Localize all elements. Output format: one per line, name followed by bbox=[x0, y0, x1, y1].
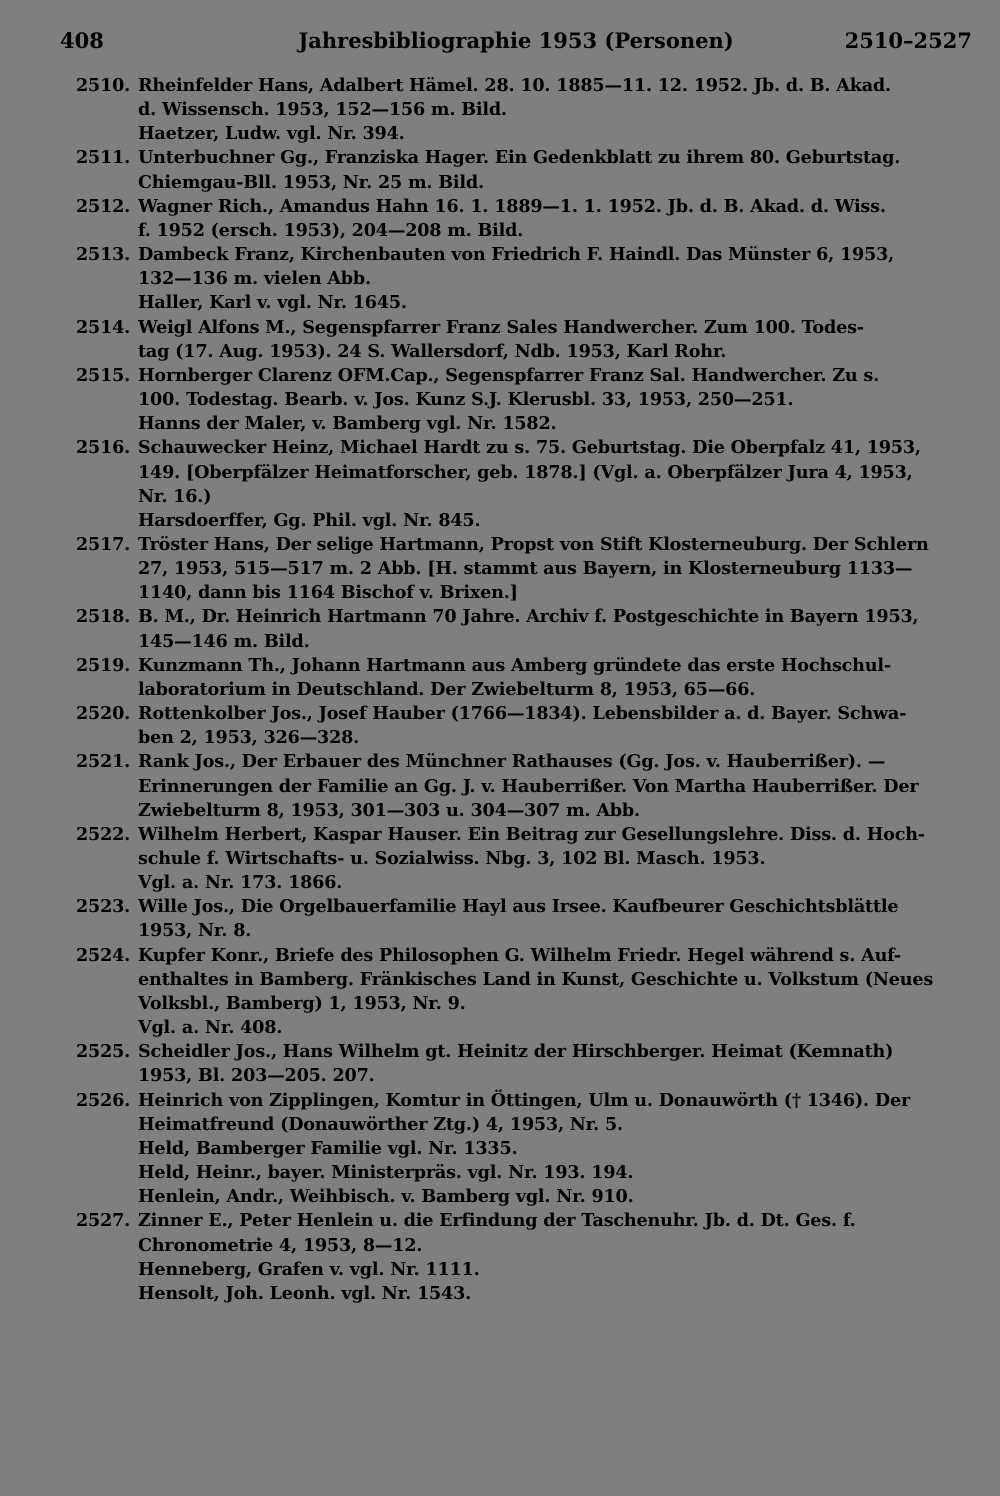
entry-line: Nr. 16.) bbox=[138, 485, 212, 507]
entry-line: Henlein, Andr., Weihbisch. v. Bamberg vgl. Nr. 910. bbox=[138, 1186, 634, 1208]
entry-line: Heimatfreund (Donauwörther Ztg.) 4, 1953, Nr. 5. bbox=[138, 1113, 623, 1135]
entry-line: Tröster Hans, Der selige Hartmann, Propst von Stift Klosterneuburg. Der Schlern bbox=[138, 533, 929, 555]
entry-line: 1140, dann bis 1164 Bischof v. Brixen.] bbox=[138, 582, 518, 604]
entry-line: Erinnerungen der Familie an Gg. J. v. Hauberrißer. Von Martha Hauberrißer. Der bbox=[138, 775, 919, 797]
bibliography-entry bbox=[60, 243, 970, 315]
entry-number: 2519. bbox=[76, 654, 131, 676]
bibliography-entry bbox=[60, 364, 970, 436]
entry-line: ben 2, 1953, 326—328. bbox=[138, 727, 360, 749]
entry-line: Schauwecker Heinz, Michael Hardt zu s. 75. Geburtstag. Die Oberpfalz 41, 1953, bbox=[138, 437, 921, 459]
entry-number: 2527. bbox=[76, 1210, 131, 1232]
entry-number: 2522. bbox=[76, 823, 131, 845]
entry-line: Vgl. a. Nr. 173. 1866. bbox=[138, 872, 343, 894]
entry-line: Wilhelm Herbert, Kaspar Hauser. Ein Beitrag zur Gesellungslehre. Diss. d. Hoch- bbox=[138, 823, 925, 845]
entry-line: schule f. Wirtschafts- u. Sozialwiss. Nbg. 3, 102 Bl. Masch. 1953. bbox=[138, 848, 766, 869]
entry-number: 2515. bbox=[76, 364, 131, 386]
bibliography-entry bbox=[60, 533, 970, 605]
entry-line: Scheidler Jos., Hans Wilhelm gt. Heinitz der Hirschberger. Heimat (Kemnath) bbox=[138, 1041, 894, 1063]
entry-line: Wagner Rich., Amandus Hahn 16. 1. 1889—1. 1. 1952. Jb. d. B. Akad. d. Wiss. bbox=[138, 195, 886, 217]
entry-line: Rank Jos., Der Erbauer des Münchner Rathauses (Gg. Jos. v. Hauberrißer). — bbox=[138, 751, 886, 773]
entry-number: 2526. bbox=[76, 1089, 131, 1111]
entry-line: B. M., Dr. Heinrich Hartmann 70 Jahre. Archiv f. Postgeschichte in Bayern 1953, bbox=[138, 606, 919, 628]
entry-number: 2511. bbox=[76, 147, 131, 169]
entry-line: enthaltes in Bamberg. Fränkisches Land in Kunst, Geschichte u. Volkstum (Neues bbox=[138, 968, 934, 990]
entry-line: Hanns der Maler, v. Bamberg vgl. Nr. 1582. bbox=[138, 413, 557, 435]
entry-line: 1953, Nr. 8. bbox=[138, 920, 252, 942]
entry-line: Wille Jos., Die Orgelbauerfamilie Hayl aus Irsee. Kaufbeurer Geschichtsblättle bbox=[138, 896, 899, 918]
bibliography-entry bbox=[60, 750, 970, 822]
entry-line: d. Wissensch. 1953, 152—156 m. Bild. bbox=[138, 99, 507, 121]
bibliography-entry bbox=[60, 1089, 970, 1210]
entry-number: 2514. bbox=[76, 316, 131, 338]
bibliography-entry bbox=[60, 1040, 970, 1088]
bibliography-entry bbox=[60, 74, 970, 146]
entry-line: Henneberg, Grafen v. vgl. Nr. 1111. bbox=[138, 1258, 480, 1280]
bibliography-list bbox=[60, 74, 970, 1306]
entry-line: Haetzer, Ludw. vgl. Nr. 394. bbox=[138, 123, 405, 145]
page-title: Jahresbibliographie 1953 (Personen) bbox=[298, 28, 734, 53]
bibliography-entry bbox=[60, 605, 970, 653]
bibliography-entry bbox=[60, 944, 970, 1041]
entry-number: 2517. bbox=[76, 533, 131, 555]
entry-line: Kupfer Konr., Briefe des Philosophen G. Wilhelm Friedr. Hegel während s. Auf- bbox=[138, 944, 902, 966]
bibliography-entry bbox=[60, 316, 970, 364]
page-number: 408 bbox=[60, 28, 104, 53]
entry-line: 132—136 m. vielen Abb. bbox=[138, 268, 371, 290]
entry-line: Rheinfelder Hans, Adalbert Hämel. 28. 10. 1885—11. 12. 1952. Jb. d. B. Akad. bbox=[138, 75, 891, 96]
entry-line: Rottenkolber Jos., Josef Hauber (1766—1834). Lebensbilder a. d. Bayer. Schwa- bbox=[138, 703, 907, 725]
entry-line: Held, Bamberger Familie vgl. Nr. 1335. bbox=[138, 1137, 518, 1159]
entry-line: 1953, Bl. 203—205. 207. bbox=[138, 1065, 375, 1087]
entry-number: 2521. bbox=[76, 751, 131, 773]
entry-line: Held, Heinr., bayer. Ministerpräs. vgl. Nr. 193. 194. bbox=[138, 1162, 634, 1184]
entry-line: 145—146 m. Bild. bbox=[138, 630, 310, 652]
entry-line: Zwiebelturm 8, 1953, 301—303 u. 304—307 m. Abb. bbox=[138, 799, 640, 821]
bibliography-entry bbox=[60, 436, 970, 533]
entry-number: 2510. bbox=[76, 75, 131, 96]
entry-line: tag (17. Aug. 1953). 24 S. Wallersdorf, Ndb. 1953, Karl Rohr. bbox=[138, 340, 727, 362]
entry-line: Weigl Alfons M., Segenspfarrer Franz Sales Handwercher. Zum 100. Todes- bbox=[138, 316, 864, 338]
entry-line: 27, 1953, 515—517 m. 2 Abb. [H. stammt aus Bayern, in Klosterneuburg 1133— bbox=[138, 558, 913, 580]
entry-number: 2513. bbox=[76, 244, 131, 266]
entry-line: Zinner E., Peter Henlein u. die Erfindung der Taschenuhr. Jb. d. Dt. Ges. f. bbox=[138, 1210, 856, 1232]
page-header bbox=[60, 28, 972, 60]
entry-line: Haller, Karl v. vgl. Nr. 1645. bbox=[138, 292, 407, 314]
entry-line: Heinrich von Zipplingen, Komtur in Öttingen, Ulm u. Donauwörth († 1346). Der bbox=[138, 1089, 911, 1111]
entry-number: 2525. bbox=[76, 1041, 131, 1063]
entry-number: 2524. bbox=[76, 944, 131, 966]
bibliography-entry bbox=[60, 895, 970, 943]
entry-line: Chiemgau-Bll. 1953, Nr. 25 m. Bild. bbox=[138, 171, 484, 193]
entry-line: Kunzmann Th., Johann Hartmann aus Amberg gründete das erste Hochschul- bbox=[138, 654, 891, 676]
bibliography-entry bbox=[60, 146, 970, 194]
entry-range: 2510–2527 bbox=[844, 28, 972, 53]
entry-line: Volksbl., Bamberg) 1, 1953, Nr. 9. bbox=[138, 992, 466, 1014]
entry-number: 2516. bbox=[76, 437, 131, 459]
bibliography-entry bbox=[60, 702, 970, 750]
entry-line: Unterbuchner Gg., Franziska Hager. Ein Gedenkblatt zu ihrem 80. Geburtstag. bbox=[138, 147, 901, 169]
entry-line: laboratorium in Deutschland. Der Zwiebelturm 8, 1953, 65—66. bbox=[138, 678, 756, 700]
entry-number: 2520. bbox=[76, 703, 131, 725]
entry-line: f. 1952 (ersch. 1953), 204—208 m. Bild. bbox=[138, 219, 524, 241]
entry-line: 100. Todestag. Bearb. v. Jos. Kunz S.J. Klerusbl. 33, 1953, 250—251. bbox=[138, 389, 794, 411]
entry-number: 2523. bbox=[76, 896, 131, 918]
entry-number: 2512. bbox=[76, 195, 131, 217]
bibliography-entry bbox=[60, 1209, 970, 1306]
entry-line: 149. [Oberpfälzer Heimatforscher, geb. 1878.] (Vgl. a. Oberpfälzer Jura 4, 1953, bbox=[138, 461, 913, 483]
entry-line: Harsdoerffer, Gg. Phil. vgl. Nr. 845. bbox=[138, 509, 481, 531]
entry-line: Chronometrie 4, 1953, 8—12. bbox=[138, 1234, 423, 1256]
bibliography-entry bbox=[60, 823, 970, 895]
bibliography-entry bbox=[60, 195, 970, 243]
entry-line: Hornberger Clarenz OFM.Cap., Segenspfarrer Franz Sal. Handwercher. Zu s. bbox=[138, 364, 880, 386]
entry-number: 2518. bbox=[76, 606, 131, 628]
entry-line: Dambeck Franz, Kirchenbauten von Friedrich F. Haindl. Das Münster 6, 1953, bbox=[138, 244, 895, 266]
entry-line: Vgl. a. Nr. 408. bbox=[138, 1017, 283, 1039]
entry-line: Hensolt, Joh. Leonh. vgl. Nr. 1543. bbox=[138, 1282, 472, 1304]
bibliography-entry bbox=[60, 654, 970, 702]
